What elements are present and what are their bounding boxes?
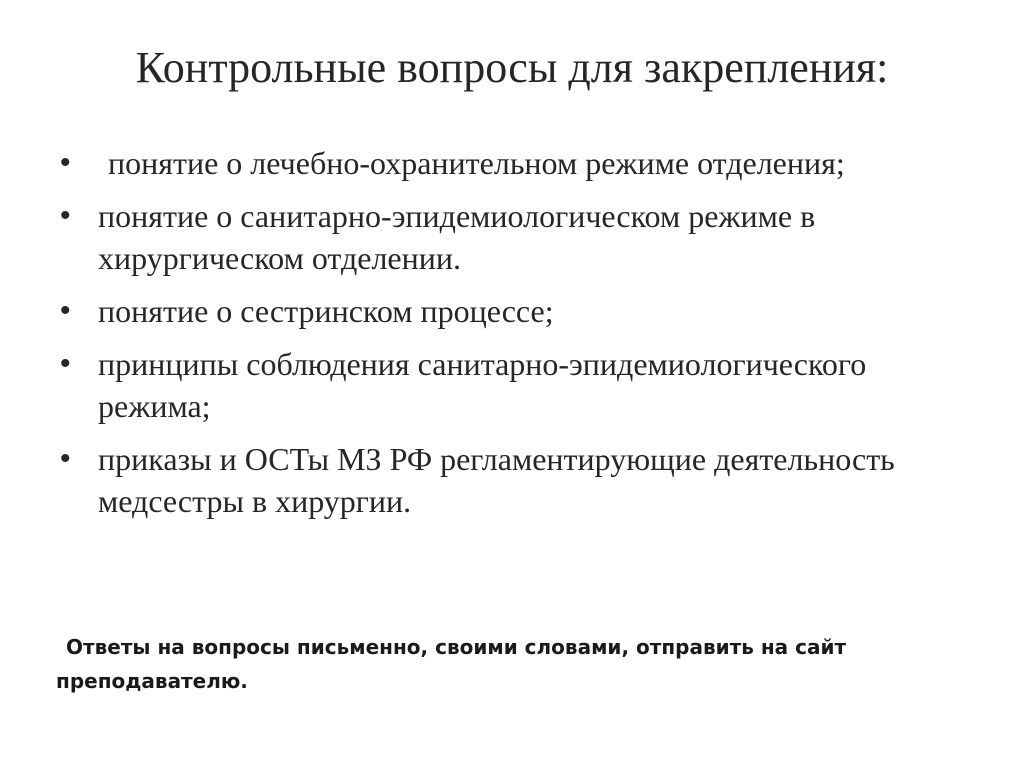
list-item-text: понятие о лечебно-охранительном режиме отделения; bbox=[108, 145, 845, 181]
list-item bbox=[60, 438, 960, 522]
list-item-text: понятие о санитарно-эпидемиологическом режиме в хирургическом отделении. bbox=[98, 198, 816, 276]
instruction-note-line: Ответы на вопросы письменно, своими словами, отправить на сайт bbox=[66, 635, 847, 659]
list-item bbox=[60, 290, 960, 332]
list-item-text: понятие о сестринском процессе; bbox=[98, 293, 554, 329]
list-item bbox=[60, 142, 960, 184]
instruction-note bbox=[56, 630, 956, 698]
bullet-icon: • bbox=[60, 347, 71, 380]
list-item bbox=[60, 343, 960, 427]
list-item-text: принципы соблюдения санитарно-эпидемиологического режима; bbox=[98, 346, 867, 424]
slide-title: Контрольные вопросы для закрепления: bbox=[135, 43, 889, 92]
bullet-icon: • bbox=[60, 442, 71, 475]
list-item-text: приказы и ОСТы МЗ РФ регламентирующие деятельность медсестры в хирургии. bbox=[98, 441, 895, 519]
question-list bbox=[60, 142, 960, 533]
bullet-icon: • bbox=[60, 294, 71, 327]
instruction-note-line: преподавателю. bbox=[56, 669, 248, 693]
bullet-icon: • bbox=[60, 199, 71, 232]
list-item bbox=[60, 195, 960, 279]
bullet-icon: • bbox=[60, 146, 71, 179]
